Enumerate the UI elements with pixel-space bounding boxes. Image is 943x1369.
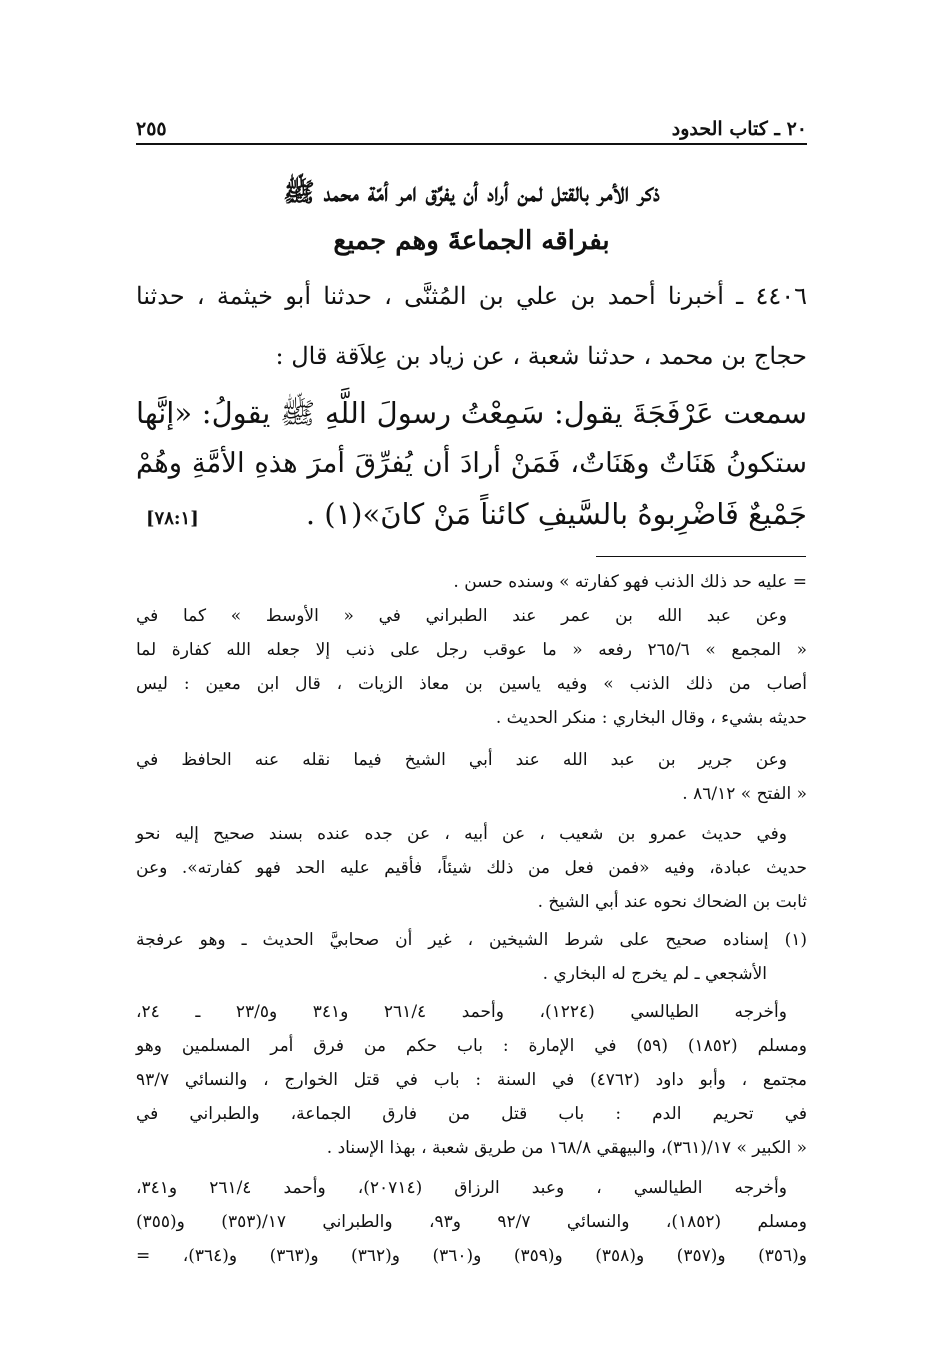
footnote-line: وعن جرير بن عبد الله عند أبي الشيخ فيما نقله عنه الحافظ في xyxy=(136,750,787,770)
chapter-title: ٢٠ ـ كتاب الحدود xyxy=(671,118,807,140)
footnote-line: = عليه حد ذلك الذنب فهو كفارته » وسنده حسن . xyxy=(453,572,807,592)
hadith-reference: [٧٨:١] xyxy=(146,508,199,529)
footnote-line: وأخرجه الطيالسي ، وعبد الرزاق (٢٠٧١٤)، وأحمد ٢٦١/٤ و٣٤١، xyxy=(136,1178,787,1198)
footnote-line: مجتمع ، وأبو داود (٤٧٦٢) في السنة : باب في قتل الخوارج ، والنسائي ٩٣/٧ xyxy=(136,1070,808,1090)
footnote-line: الأشجعي ـ لم يخرج له البخاري . xyxy=(542,964,767,984)
footnote-line: أصاب من ذلك الذنب » وفيه ياسين بن معاذ الزيات ، قال ابن معين : ليس xyxy=(136,674,807,694)
running-header xyxy=(136,106,807,140)
footnote-line: في تحريم الدم : باب قتل من فارق الجماعة، والطبراني في xyxy=(136,1104,807,1124)
page-number: ٢٥٥ xyxy=(136,118,167,140)
footnote-line: وعن عبد الله بن عمر عند الطبراني في « الأوسط » كما في xyxy=(136,606,787,626)
footnote-line: وفي حديث عمرو بن شعيب ، عن أبيه ، عن جده عنده بسند صحيح إليه نحو xyxy=(136,824,787,844)
hadith-line-1: سمعت عَرْفَجَةَ يقول: سَمِعْتُ رسولَ اللَّهِ ﷺ يقولُ: «إنَّها xyxy=(136,396,807,430)
hadith-line-3: جَمْيعٌ فَاضْرِبوهُ بالسَّيفِ كائناً مَنْ كانَ»(١) . xyxy=(305,497,807,531)
header-rule xyxy=(136,143,807,145)
footnote-line: ثابت بن الضحاك نحوه عند أبي الشيخ . xyxy=(537,892,807,912)
footnote-line: ومسلم (١٨٥٢) (٥٩) في الإمارة : باب حكم من فرق أمر المسلمين وهو xyxy=(136,1036,807,1056)
section-title-line-2: بفراقه الجماعةَ وهم جميع xyxy=(333,226,610,256)
footnote-line: حديث عبادة، وفيه «فمن فعل من ذلك شيئاً، فأقيم عليه الحد فهو كفارته». وعن xyxy=(136,858,807,878)
section-title-line-1: ذكر الأمر بالقتل لمن أراد أن يفرِّق امر أمّة محمد ﷺ xyxy=(283,178,660,208)
footnote-line: (١) إسناده صحيح على شرط الشيخين ، غير أن صحابيَّ الحديث ـ وهو عرفجة xyxy=(136,930,807,950)
footnote-line: وأخرجه الطيالسي (١٢٢٤)، وأحمد ٢٦١/٤ و٣٤١ و٢٣/٥ ـ ٢٤، xyxy=(136,1002,787,1022)
isnad-line-1: ٤٤٠٦ ـ أخبرنا أحمد بن علي بن المُثنَّى ، حدثنا أبو خيثمة ، حدثنا xyxy=(136,282,807,310)
hadith-line-2: ستكونُ هَنَاتٌ وهَنَاتٌ، فَمَنْ أرادَ أن يُفرِّقَ أمرَ هذهِ الأمَّةِ وهُمْ xyxy=(136,447,807,479)
footnote-line: ومسلم (١٨٥٢)، والنسائي ٩٢/٧ و٩٣، والطبراني ١٧/(٣٥٣) و(٣٥٥) xyxy=(136,1212,807,1232)
footnote-line: « الفتح » ٨٦/١٢ . xyxy=(682,784,807,804)
isnad-line-2: حجاج بن محمد ، حدثنا شعبة ، عن زياد بن عِلاَقة قال : xyxy=(275,342,807,370)
footnote-line: حديثه بشيء ، وقال البخاري : منكر الحديث . xyxy=(495,708,807,728)
footnote-separator xyxy=(596,556,806,557)
footnote-line: « الكبير » ١٧/(٣٦١)، والبيهقي ١٦٨/٨ من طريق شعبة ، بهذا الإسناد . xyxy=(326,1138,807,1158)
footnote-line: و(٣٥٦) و(٣٥٧) و(٣٥٨) و(٣٥٩) و(٣٦٠) و(٣٦٢) و(٣٦٣) و(٣٦٤)، = xyxy=(136,1246,807,1266)
footnote-line: « المجمع » ٢٦٥/٦ رفعه « ما عوقب رجل على ذنب إلا جعله الله كفارة لما xyxy=(136,640,808,660)
